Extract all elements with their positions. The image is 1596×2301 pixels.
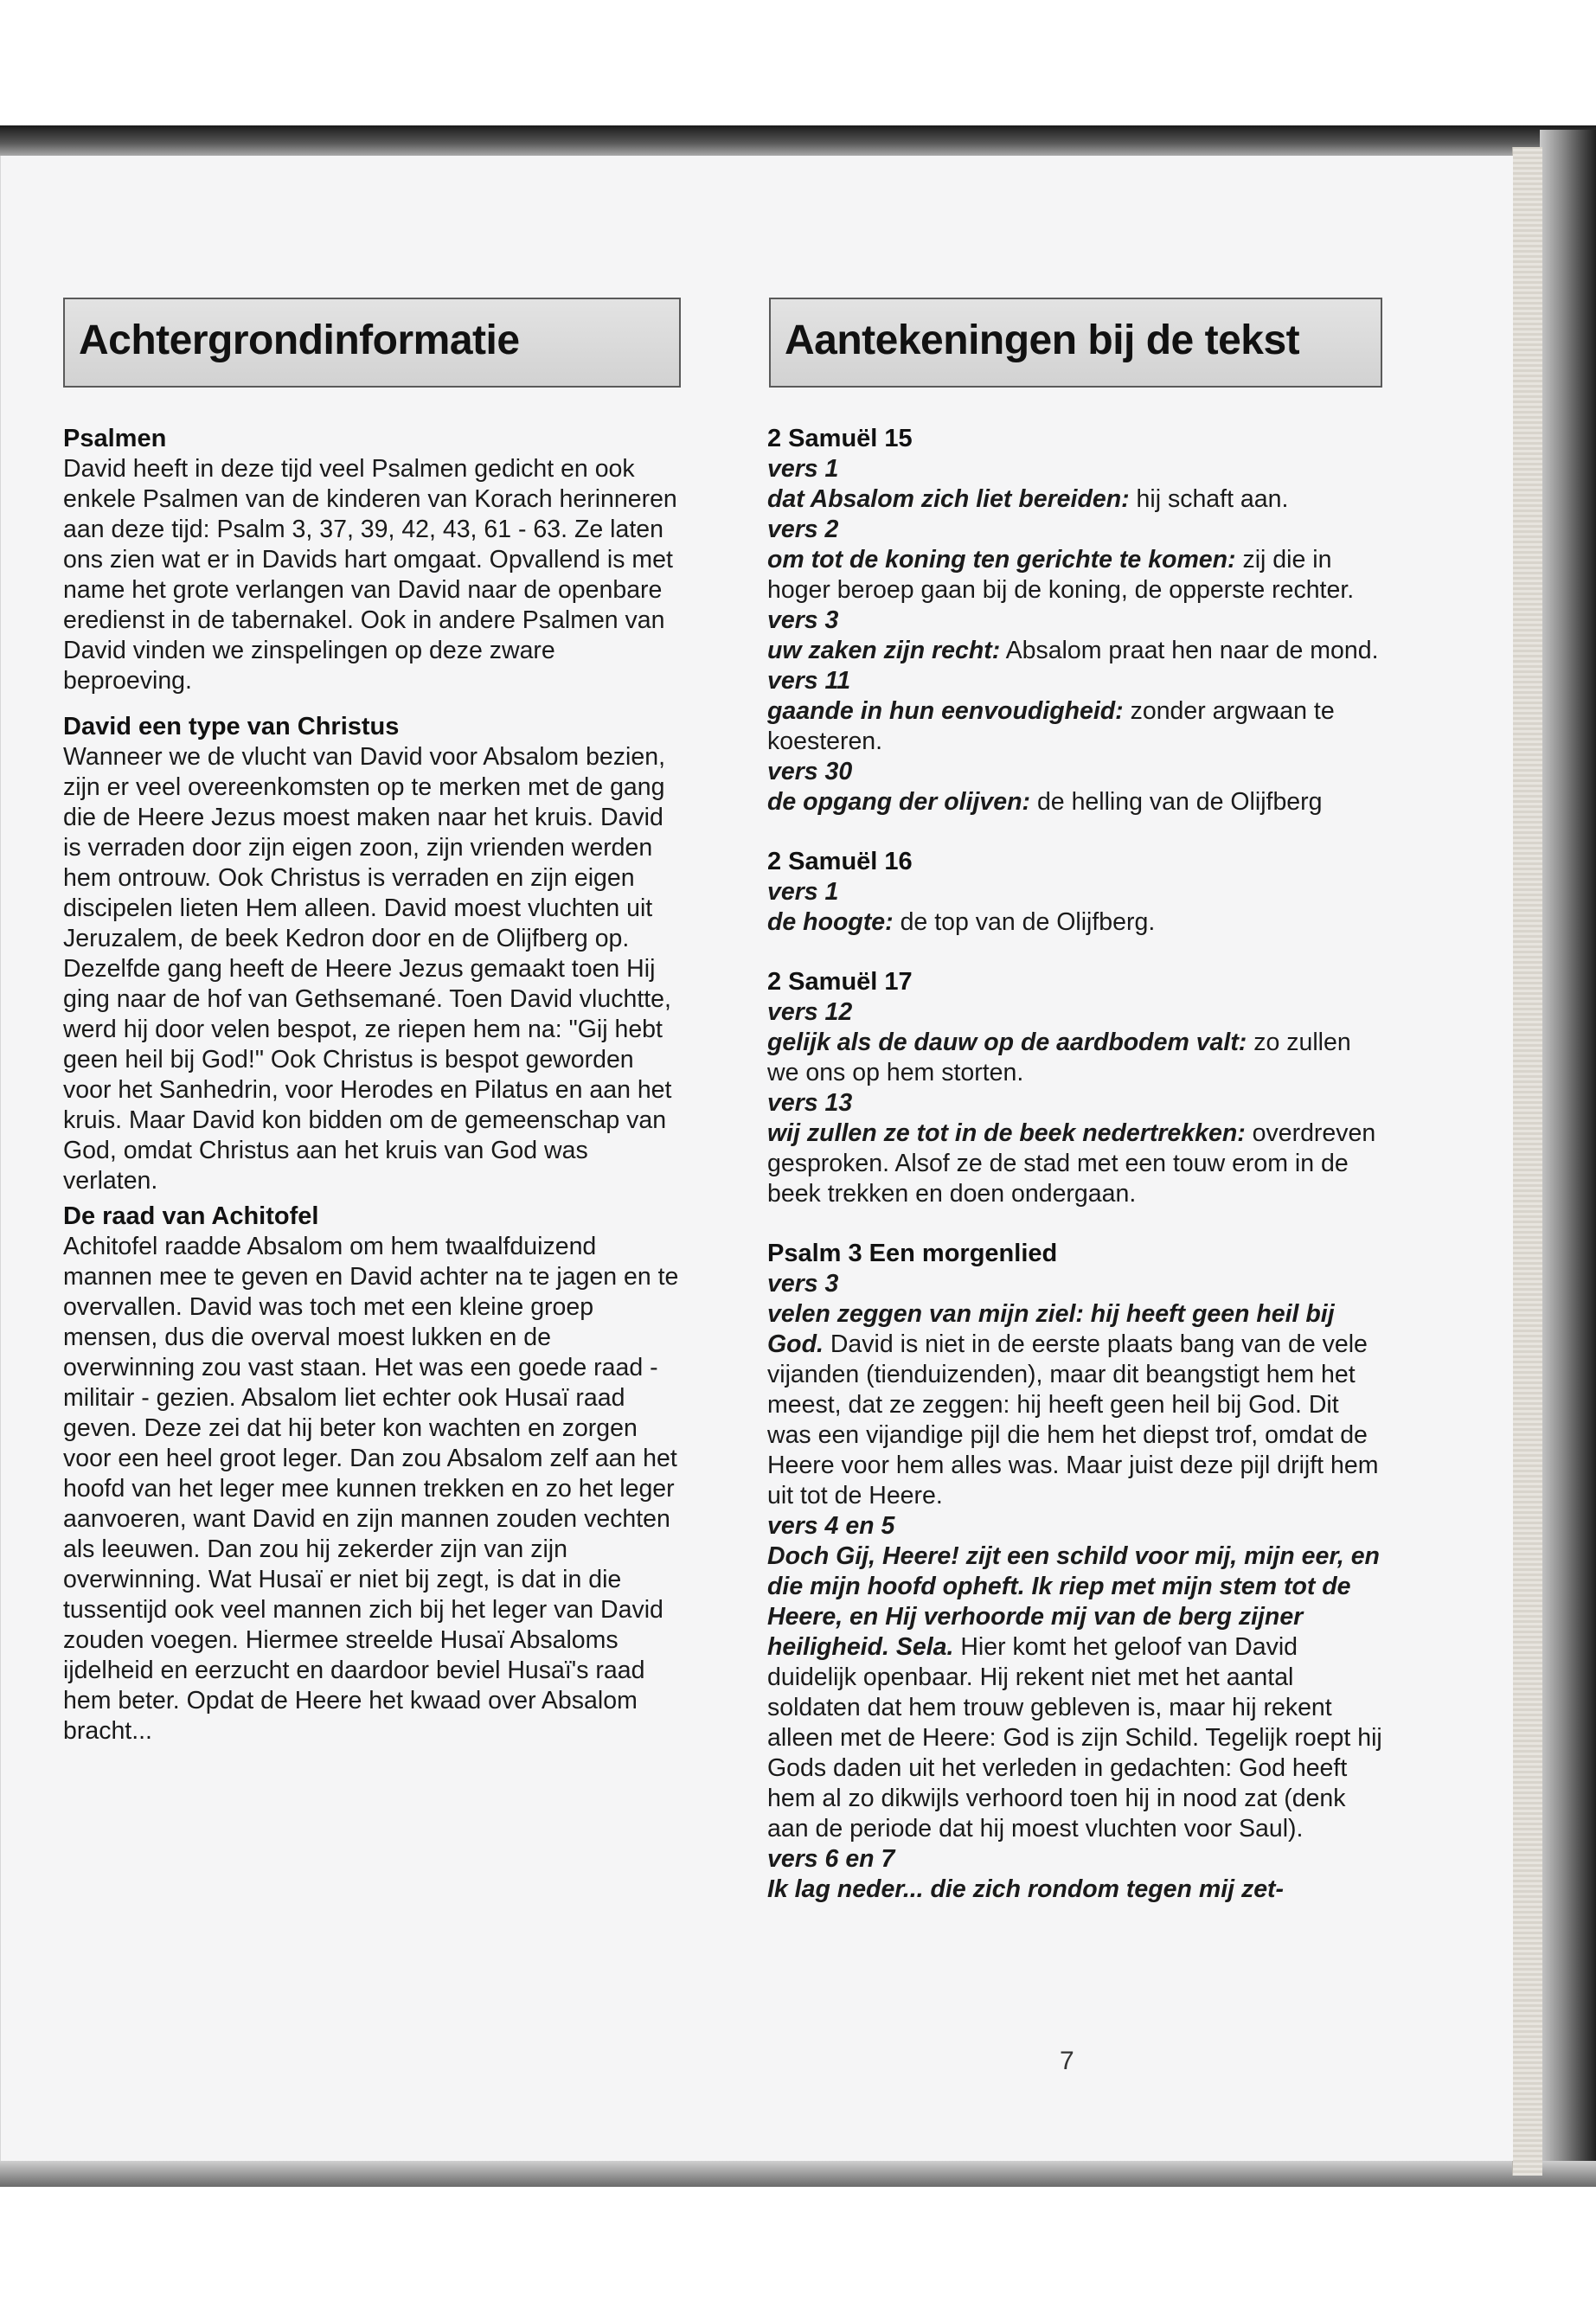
verse-note	[767, 545, 1383, 606]
verse-ref: vers 3	[767, 606, 839, 634]
verse-explanation: Hier komt het geloof van David duidelijk openbaar. Hij rekent niet met het aantal soldaten dat hem trouw gebleven is, maar hij rekent alleen met de Heere: God is zijn Schild. Tegelijk roept hij Gods daden uit het verleden in gedachten: God heeft hem al zo dikwijls verhoord toen hij in nood zat (denk aan de periode dat hij moest vluchten voor Saul).	[767, 1633, 1382, 1843]
verse-explanation: zij die in hoger beroep gaan bij de koning, de opperste rechter.	[767, 546, 1355, 604]
verse-ref: vers 2	[767, 516, 839, 543]
verse-lemma: gaande in hun eenvoudigheid:	[767, 697, 1124, 725]
verse-note	[767, 787, 1383, 817]
section-title-psalmen: Psalmen	[63, 425, 167, 452]
verse-lemma: dat Absalom zich liet bereiden:	[767, 485, 1130, 513]
section-text-type-christus: Wanneer we de vlucht van David voor Absalom bezien, zijn er veel overeenkomsten op te merken met de gang die de Heere Jezus moest maken naar het kruis. David is verraden door zijn eigen zoon, zijn vrienden werden hem ontrouw. Ook Christus is verraden en zijn eigen discipelen lieten Hem alleen. David moest vluchten uit Jeruzalem, de beek Kedron door en de Olijfberg op. Dezelfde gang heeft de Heere Jezus gemaakt toen Hij ging naar de hof van Gethsemané. Toen David vluchtte, werd hij door velen bespot, ze riepen hem na: "Gij hebt geen heil bij God!" Ook Christus is bespot geworden voor het Sanhedrin, voor Herodes en Pilatus en aan het kruis. Maar David kon bidden om de gemeenschap van God, omdat Christus aan het kruis van God was verlaten.	[63, 743, 672, 1195]
verse-note	[767, 1028, 1383, 1088]
verse-explanation: zonder argwaan te koesteren.	[767, 697, 1335, 755]
chapter-title: Psalm 3 Een morgenlied	[767, 1240, 1058, 1267]
verse-lemma: uw zaken zijn recht:	[767, 637, 1001, 664]
chapter-title: 2 Samuël 17	[767, 968, 913, 996]
section-text-achitofel: Achitofel raadde Absalom om hem twaalfduizend mannen mee te geven en David achter na te jagen en te overvallen. David was toch met een kleine groep mensen, dus die overval moest lukken en de overwinning zou vast staan. Het was een goede raad - militair - gezien. Absalom liet echter ook Husaï raad geven. Deze zei dat hij beter kon wachten en zorgen voor een heel groot leger. Dan zou Absalom zelf aan het hoofd van het leger mee kunnen trekken en zo het leger aanvoeren, want David en zijn mannen zouden vechten als leeuwen. Dan zou hij zekerder zijn van zijn overwinning. Wat Husaï er niet bij zegt, is dat in die tussentijd ook veel mannen zich bij het leger van David zouden voegen. Hiermee streelde Husaï Absaloms ijdelheid en eerzucht en daardoor beviel Husaï's raad hem beter. Opdat de Heere het kwaad over Absalom bracht...	[63, 1233, 679, 1745]
text-notes-title: Aantekeningen bij de tekst	[785, 317, 1300, 363]
verse-lemma: gelijk als de dauw op de aardbodem valt:	[767, 1029, 1247, 1056]
verse-note	[767, 484, 1383, 515]
scan-edge-right	[1540, 130, 1596, 2180]
verse-note	[767, 907, 1383, 938]
verse-lemma: velen zeggen van mijn ziel: hij heeft geen heil bij God.	[767, 1300, 1335, 1358]
verse-note	[767, 1299, 1383, 1511]
verse-ref: vers 12	[767, 998, 853, 1026]
verse-note	[767, 1541, 1383, 1844]
section-text-psalmen: David heeft in deze tijd veel Psalmen gedicht en ook enkele Psalmen van de kinderen van Korach herinneren aan deze tijd: Psalm 3, 37, 39, 42, 43, 61 - 63. Ze laten ons zien wat er in Davids hart omgaat. Opvallend is met name het grote verlangen van David naar de openbare eredienst in de tabernakel. Ook in andere Psalmen van David vinden we zinspelingen op deze zware beproeving.	[63, 455, 677, 695]
verse-explanation: Absalom praat hen naar de mond.	[1000, 637, 1379, 664]
scan-edge-top	[0, 125, 1596, 158]
section-title-type-christus: David een type van Christus	[63, 713, 400, 740]
verse-explanation: David is niet in de eerste plaats bang van de vele vijanden (tienduizenden), maar dit beangstigt hem het meest, dat ze zeggen: hij heeft geen heil bij God. Dit was een vijandige pijl die hem het diepst trof, omdat de Heere voor hem alles was. Maar juist deze pijl drijft hem uit tot de Heere.	[767, 1330, 1379, 1509]
verse-ref: vers 30	[767, 758, 853, 785]
verse-ref: vers 4 en 5	[767, 1512, 895, 1540]
verse-explanation: de helling van de Olijfberg	[1030, 788, 1323, 816]
verse-lemma: Doch Gij, Heere! zijt een schild voor mij, mijn eer, en die mijn hoofd opheft. Ik riep met mijn stem tot de Heere, en Hij verhoorde mij van de berg zijner heiligheid. Sela.	[767, 1542, 1380, 1661]
book-spine	[1512, 147, 1542, 2176]
verse-explanation: zo zullen we ons op hem storten.	[767, 1029, 1351, 1086]
verse-ref: vers 3	[767, 1270, 839, 1298]
verse-explanation: de top van de Olijfberg.	[893, 908, 1156, 936]
verse-lemma: om tot de koning ten gerichte te komen:	[767, 546, 1236, 574]
section-title-achitofel: De raad van Achitofel	[63, 1202, 319, 1230]
verse-ref: vers 1	[767, 878, 839, 906]
verse-ref: vers 6 en 7	[767, 1845, 895, 1873]
text-notes-header	[769, 298, 1382, 388]
page-number: 7	[1060, 2047, 1074, 2075]
verse-lemma: Ik lag neder... die zich rondom tegen mij zet-	[767, 1875, 1285, 1903]
verse-ref: vers 1	[767, 455, 839, 483]
verse-ref: vers 11	[767, 667, 851, 695]
verse-note	[767, 696, 1383, 757]
scan-edge-bottom	[0, 2161, 1596, 2187]
verse-ref: vers 13	[767, 1089, 853, 1117]
book-page	[0, 156, 1513, 2161]
verse-note	[767, 636, 1383, 666]
verse-note	[767, 1875, 1383, 1905]
chapter-title: 2 Samuël 15	[767, 425, 913, 452]
verse-explanation: hij schaft aan.	[1129, 485, 1289, 513]
background-info-title: Achtergrondinformatie	[79, 317, 520, 363]
verse-lemma: wij zullen ze tot in de beek nedertrekken:	[767, 1119, 1246, 1147]
chapter-title: 2 Samuël 16	[767, 848, 913, 875]
verse-explanation: overdreven gesproken. Alsof ze de stad met een touw erom in de beek trekken en doen ondergaan.	[767, 1119, 1376, 1208]
verse-lemma: de hoogte:	[767, 908, 894, 936]
verse-note	[767, 1118, 1383, 1209]
verse-lemma: de opgang der olijven:	[767, 788, 1031, 816]
background-info-header	[63, 298, 681, 388]
